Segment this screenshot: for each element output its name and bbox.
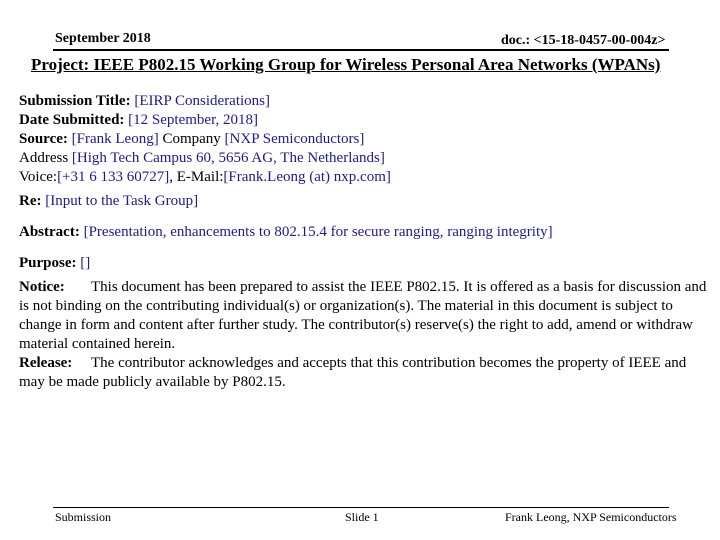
footer-submission: Submission <box>55 510 112 524</box>
purpose-label: Purpose: <box>19 255 81 271</box>
submission-title-value: [EIRP Considerations] <box>134 93 271 109</box>
project-title: Project: IEEE P802.15 Working Group for Wireless Personal Area Networks (WPANs) <box>31 55 661 74</box>
address-label: Address <box>19 150 72 166</box>
submission-details <box>19 92 715 392</box>
notice-label: Notice: <box>19 279 65 295</box>
header-date: September 2018 <box>55 31 151 46</box>
footer-author: Frank Leong, NXP Semiconductors <box>505 510 677 524</box>
header-rule <box>53 49 669 51</box>
contact-row <box>19 168 715 187</box>
re-value: [Input to the Task Group] <box>45 193 199 209</box>
re-label: Re: <box>19 193 46 209</box>
date-submitted-label: Date Submitted: <box>19 112 129 128</box>
submission-title-label: Submission Title: <box>19 93 135 109</box>
source-label: Source: <box>19 131 72 147</box>
abstract-value: [Presentation, enhancements to 802.15.4 for secure ranging, ranging integrity] <box>83 224 553 240</box>
header-doc-id: doc.: <15-18-0457-00-004z> <box>501 33 666 48</box>
address-value: [High Tech Campus 60, 5656 AG, The Netherlands] <box>71 150 385 166</box>
release-label: Release: <box>19 355 73 371</box>
abstract-row <box>19 223 715 242</box>
source-value: [Frank Leong] <box>71 131 159 147</box>
notice-text: This document has been prepared to assist the IEEE P802.15. It is offered as a basis for discussion and is not binding on the contributing individual(s) or organization(s). The material in this document is subject to change in form and content after further study. The contributor(s) reserve(s) the right to add, amend or withdraw material contained herein. <box>19 279 707 352</box>
release-text: The contributor acknowledges and accepts that this contribution becomes the property of IEEE and may be made publicly available by P802.15. <box>19 355 687 390</box>
purpose-value: [] <box>80 255 91 271</box>
date-submitted-row <box>19 111 715 130</box>
notice-paragraph <box>19 278 715 354</box>
voice-label: Voice: <box>19 169 58 185</box>
footer-rule <box>53 507 669 508</box>
company-label: Company <box>158 131 225 147</box>
abstract-label: Abstract: <box>19 224 84 240</box>
email-value: [Frank.Leong (at) nxp.com] <box>223 169 391 185</box>
date-submitted-value: [12 September, 2018] <box>128 112 258 128</box>
voice-value: [+31 6 133 60727] <box>57 169 170 185</box>
email-label: , E-Mail: <box>169 169 224 185</box>
re-row <box>19 192 715 211</box>
source-row <box>19 130 715 149</box>
purpose-row <box>19 254 715 273</box>
footer-slide-number: Slide 1 <box>345 510 379 524</box>
submission-title-row <box>19 92 715 111</box>
release-paragraph <box>19 354 715 392</box>
company-value: [NXP Semiconductors] <box>224 131 365 147</box>
address-row <box>19 149 715 168</box>
